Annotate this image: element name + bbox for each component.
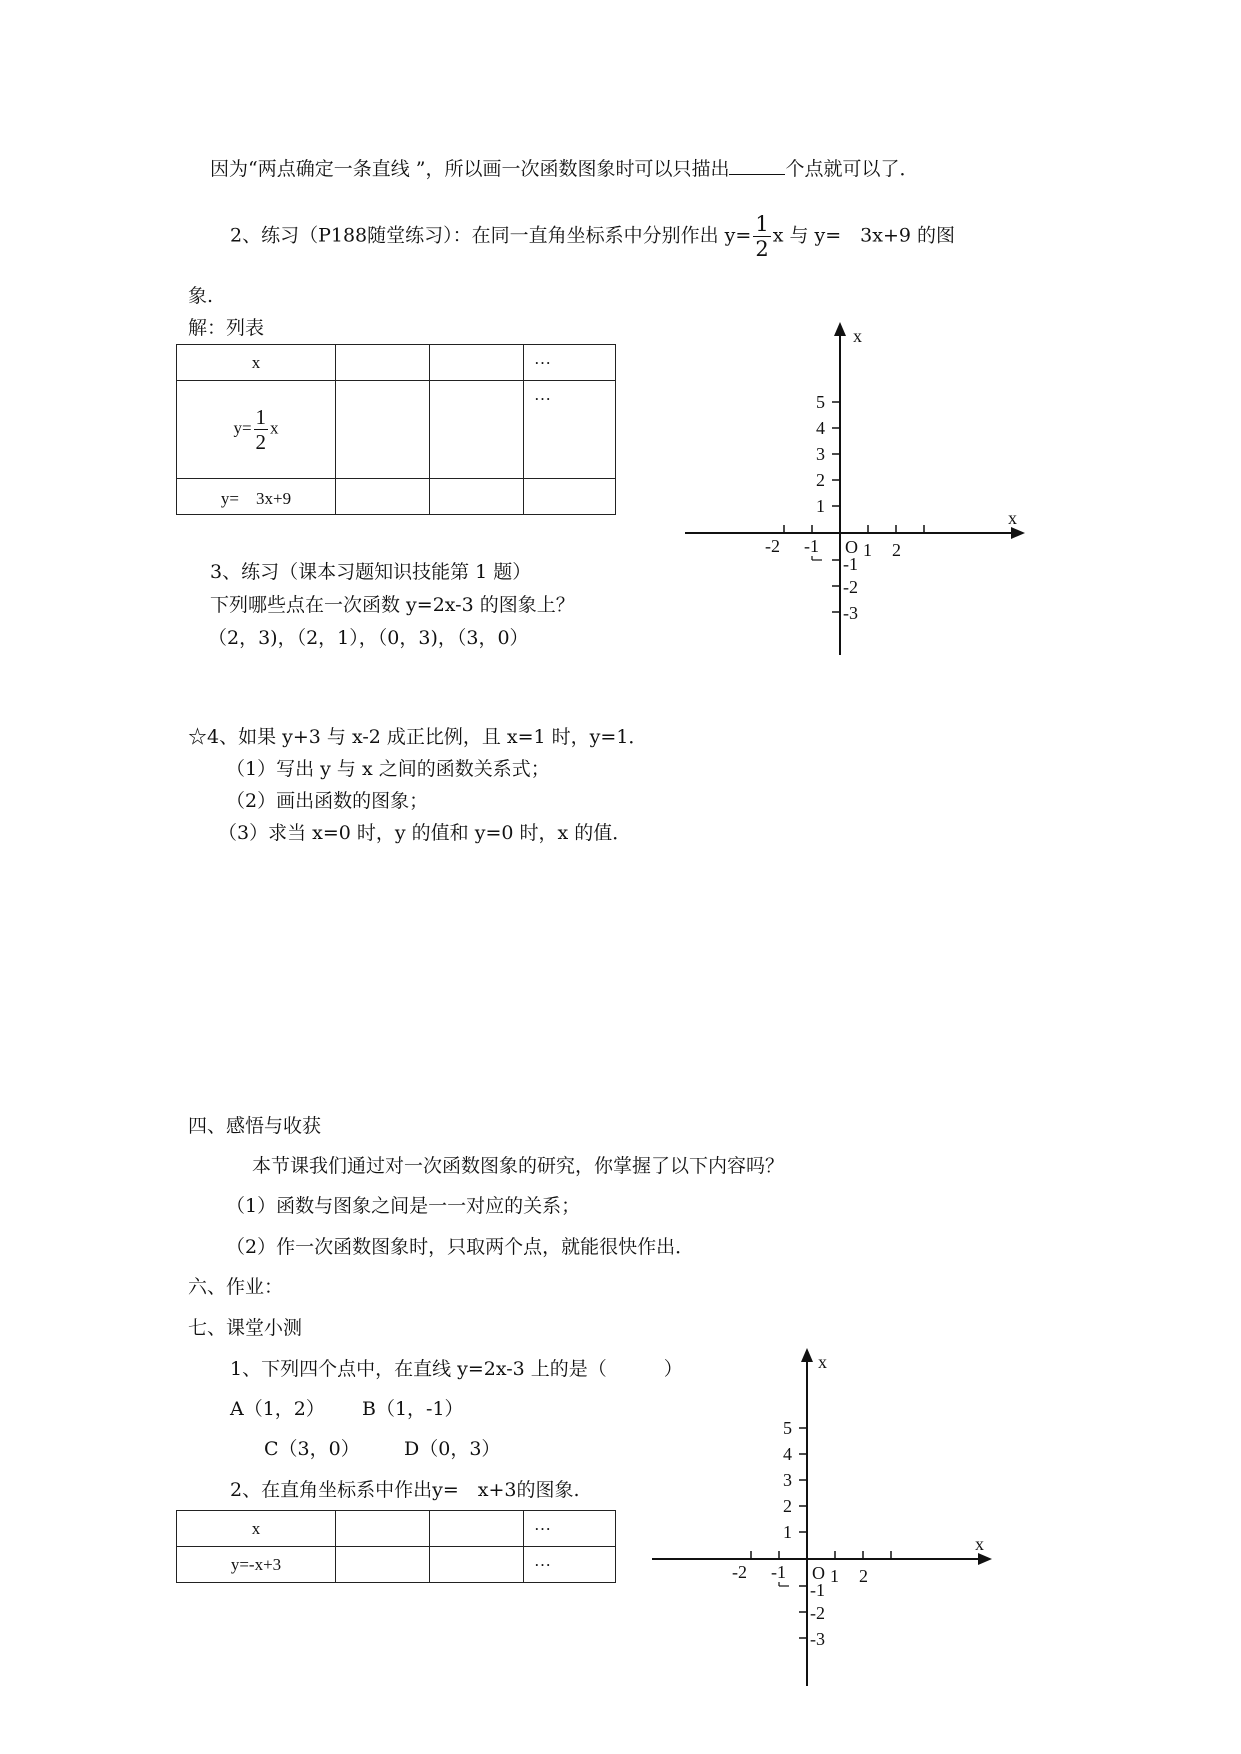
table1-cell[interactable] (336, 345, 430, 381)
option-b[interactable]: B（1，-1） (362, 1398, 464, 1420)
section4-intro: 本节课我们通过对一次函数图象的研究，你掌握了以下内容吗？ (252, 1155, 785, 1177)
graph1-xtick-label: 1 (863, 540, 872, 560)
graph2-ytick-label: 4 (783, 1444, 792, 1464)
table1-x-label: x (177, 345, 336, 381)
coordinate-graph-1[interactable] (685, 320, 1035, 670)
y-axis-arrow-icon (834, 322, 846, 336)
graph1-ytick-label: -1 (843, 554, 858, 574)
table2-cell[interactable] (430, 1547, 524, 1583)
table2-y-label: y=-x+3 (177, 1547, 336, 1583)
graph1-ytick-label: 5 (816, 392, 825, 412)
q3-title: 3、练习（课本习题知识技能第 1 题） (210, 561, 532, 583)
graph2-xtick-label: -1 (771, 1562, 786, 1582)
graph1-x-label: x (1008, 508, 1017, 528)
q4-part1: （1）写出 y 与 x 之间的函数关系式； (226, 758, 550, 780)
table1-cell[interactable] (336, 479, 430, 515)
graph2-x-label: x (975, 1534, 984, 1554)
table1-cell[interactable] (430, 381, 524, 479)
graph1-ytick-label: 1 (816, 496, 825, 516)
graph1-xtick-label: 2 (892, 540, 901, 560)
table1-y1-prefix: y= (233, 418, 252, 438)
section4-point2: （2）作一次函数图象时，只取两个点，就能很快作出． (226, 1236, 695, 1258)
x-axis-arrow-icon (1011, 527, 1025, 539)
q2-line (230, 212, 955, 261)
graph2-ytick-label: 5 (783, 1418, 792, 1438)
table2-ellipsis: … (524, 1547, 616, 1583)
graph1-ytick-label: -2 (843, 577, 858, 597)
graph2-origin: O (812, 1563, 825, 1583)
graph2-xtick-label: -2 (732, 1562, 747, 1582)
graph1-ytick-label: 4 (816, 418, 825, 438)
table1-cell[interactable] (524, 479, 616, 515)
q3-question: 下列哪些点在一次函数 y=2x-3 的图象上？ (210, 594, 575, 616)
table1-y2-label: y= 3x+9 (177, 479, 336, 515)
intro-text-after: 个点就可以了． (785, 158, 919, 180)
q3-points: （2，3)，（2，1），（0，3)，（3，0） (208, 627, 529, 649)
table2-ellipsis: … (524, 1511, 616, 1547)
value-table-1 (176, 344, 616, 515)
x-axis-arrow-icon (978, 1553, 992, 1565)
fill-blank[interactable] (729, 156, 785, 175)
table1-frac-num: 1 (255, 405, 267, 429)
q4-part3: （3）求当 x=0 时，y 的值和 y=0 时，x 的值． (218, 822, 632, 844)
graph1-xtick-label: -2 (765, 536, 780, 556)
q2-frac-den: 2 (755, 237, 769, 261)
y-axis-arrow-icon (801, 1348, 813, 1362)
graph1-ytick-label: 3 (816, 444, 825, 464)
table1-ellipsis: … (524, 381, 616, 479)
table1-ellipsis: … (524, 345, 616, 381)
q2-mid: x 与 y= 3x+9 的图 (772, 224, 956, 247)
q2-frac-num: 1 (755, 212, 769, 236)
q2-prefix: 2、练习（P188随堂练习）：在同一直角坐标系中分别作出 y= (230, 224, 752, 247)
section4-heading: 四、感悟与收获 (188, 1115, 322, 1137)
graph2-y-label: x (818, 1352, 827, 1372)
section6-heading: 六、作业： (188, 1276, 284, 1298)
value-table-2 (176, 1510, 616, 1583)
q4-part2: （2）画出函数的图象； (226, 790, 429, 812)
intro-text-before: 因为“两点确定一条直线 ”，所以画一次函数图象时可以只描出 (210, 158, 730, 180)
graph2-xtick-label: 1 (830, 1566, 839, 1586)
option-d[interactable]: D（0，3） (404, 1438, 501, 1460)
coordinate-graph-2[interactable] (652, 1346, 1002, 1696)
q2-wrap: 象. (188, 285, 214, 307)
table2-cell[interactable] (430, 1511, 524, 1547)
graph2-ytick-label: 1 (783, 1522, 792, 1542)
section7-q1: 1、下列四个点中，在直线 y=2x-3 上的是（ ） (230, 1358, 683, 1380)
table1-frac-den: 2 (255, 430, 267, 454)
graph2-ytick-label: 3 (783, 1470, 792, 1490)
table1-y1-fraction (254, 405, 269, 454)
graph2-xtick-label: 2 (859, 1566, 868, 1586)
graph2-ytick-label: 2 (783, 1496, 792, 1516)
graph1-ytick-label: 2 (816, 470, 825, 490)
graph2-ytick-label: -1 (810, 1580, 825, 1600)
solution-label: 解：列表 (188, 317, 265, 339)
graph1-ytick-label: -3 (843, 603, 858, 623)
graph2-ytick-label: -2 (810, 1603, 825, 1623)
intro-line (210, 156, 918, 181)
table1-y1-label (177, 381, 336, 479)
table2-cell[interactable] (336, 1547, 430, 1583)
option-c[interactable]: C（3，0） (264, 1438, 360, 1460)
table1-cell[interactable] (336, 381, 430, 479)
table1-cell[interactable] (430, 479, 524, 515)
table1-y1-suffix: x (270, 418, 279, 438)
table2-cell[interactable] (336, 1511, 430, 1547)
graph1-xtick-label: -1 (804, 536, 819, 556)
graph1-y-label: x (853, 326, 862, 346)
graph1-origin: O (845, 537, 858, 557)
q4-title: ☆4、如果 y+3 与 x-2 成正比例，且 x=1 时，y=1． (188, 726, 648, 748)
q2-fraction (753, 212, 770, 261)
option-a[interactable]: A（1，2） (230, 1398, 325, 1420)
section4-point1: （1）函数与图象之间是一一对应的关系； (226, 1195, 581, 1217)
table2-x-label: x (177, 1511, 336, 1547)
graph2-ytick-label: -3 (810, 1629, 825, 1649)
section7-heading: 七、课堂小测 (188, 1317, 303, 1339)
table1-cell[interactable] (430, 345, 524, 381)
section7-q2: 2、在直角坐标系中作出y= x+3的图象. (230, 1479, 580, 1501)
